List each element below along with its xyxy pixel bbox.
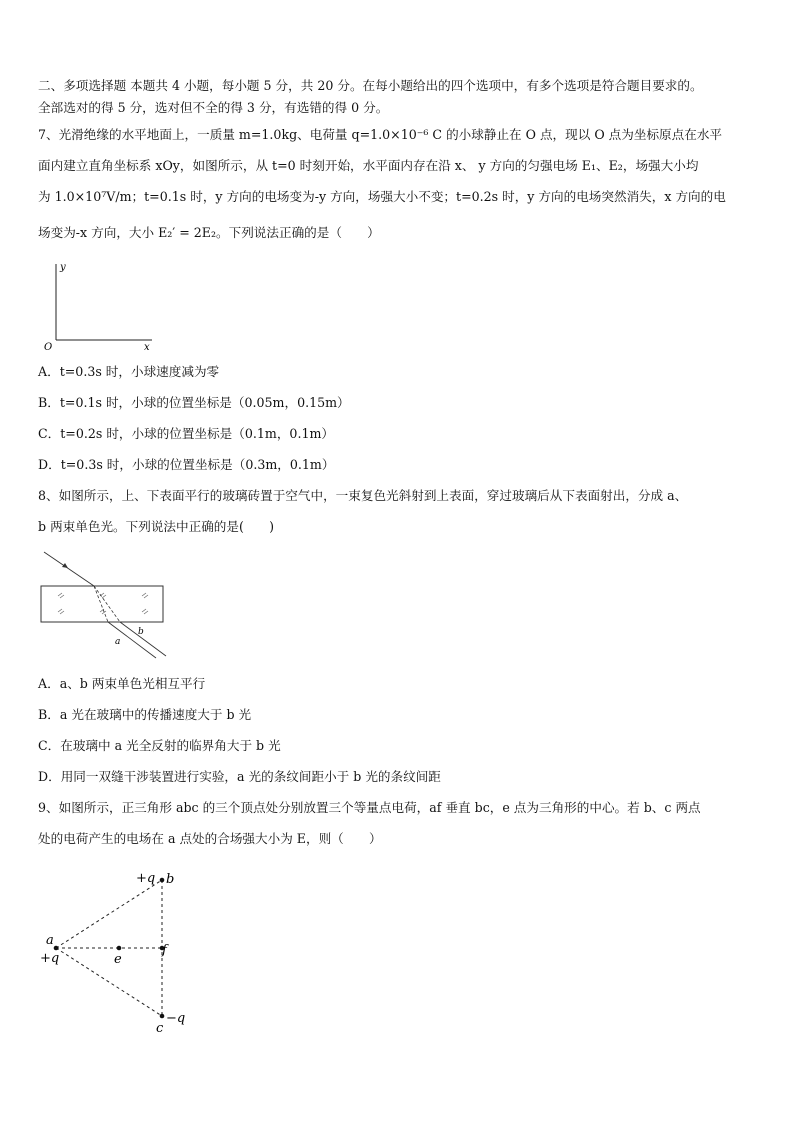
- q8-option-c: C．在玻璃中 a 光全反射的临界角大于 b 光: [38, 738, 281, 753]
- q7-y-axis-label: y: [60, 262, 66, 273]
- section-header-line-1: 二、多项选择题 本题共 4 小题，每小题 5 分，共 20 分。在每小题给出的四个选项中，有多个选项是符合题目要求的。: [38, 78, 703, 93]
- q8-ray-a-label: a: [115, 637, 121, 647]
- q8-option-a: A．a、b 两束单色光相互平行: [38, 676, 206, 691]
- q7-option-d: D．t=0.3s 时，小球的位置坐标是（0.3m，0.1m）: [38, 457, 335, 472]
- q9-stem-line-2: 处的电荷产生的电场在 a 点处的合场强大小为 E，则（ ）: [38, 831, 382, 846]
- q9-f-label: f: [162, 943, 167, 958]
- q8-glass-block-figure: [38, 546, 170, 664]
- q7-stem-line-3: 为 1.0×10⁷V/m；t=0.1s 时，y 方向的电场变为-y 方向，场强大小不变；t=0.2s 时，y 方向的电场突然消失，x 方向的电: [38, 189, 726, 204]
- q7-option-c: C．t=0.2s 时，小球的位置坐标是（0.1m，0.1m）: [38, 426, 334, 441]
- q9-b-label: b: [166, 872, 175, 887]
- q7-option-a: A．t=0.3s 时，小球速度减为零: [38, 364, 220, 379]
- q7-stem-line-1: 7、光滑绝缘的水平地面上，一质量 m=1.0kg、电荷量 q=1.0×10⁻⁶ C 的小球静止在 O 点，现以 O 点为坐标原点在水平: [38, 127, 723, 142]
- q9-c-charge: −q: [166, 1011, 186, 1026]
- q7-option-b: B．t=0.1s 时，小球的位置坐标是（0.05m，0.15m）: [38, 395, 350, 410]
- q7-stem-line-2: 面内建立直角坐标系 xOy，如图所示，从 t=0 时刻开始，水平面内存在沿 x、 y 方向的匀强电场 E₁、E₂，场强大小均: [38, 158, 699, 173]
- q9-c-label: c: [156, 1021, 164, 1034]
- q9-b-charge: +q: [136, 871, 156, 886]
- q9-e-label: e: [114, 952, 122, 967]
- q7-coordinate-figure: [40, 258, 160, 354]
- q8-option-b: B．a 光在玻璃中的传播速度大于 b 光: [38, 707, 252, 722]
- q9-triangle-figure: [34, 864, 194, 1034]
- q7-x-axis-label: x: [144, 342, 150, 353]
- q8-stem-line-2: b 两束单色光。下列说法中正确的是( ): [38, 519, 274, 534]
- q9-a-label: a: [46, 933, 54, 948]
- q8-option-d: D．用同一双缝干涉装置进行实验，a 光的条纹间距小于 b 光的条纹间距: [38, 769, 441, 784]
- q7-stem-line-4: 场变为-x 方向，大小 E₂′ = 2E₂。下列说法正确的是（ ）: [38, 225, 380, 240]
- q9-stem-line-1: 9、如图所示，正三角形 abc 的三个顶点处分别放置三个等量点电荷，af 垂直 bc，e 点为三角形的中心。若 b、c 两点: [38, 800, 701, 815]
- section-header-line-2: 全部选对的得 5 分，选对但不全的得 3 分，有选错的得 0 分。: [38, 100, 389, 115]
- q8-stem-line-1: 8、如图所示，上、下表面平行的玻璃砖置于空气中，一束复色光斜射到上表面，穿过玻璃后从下表面射出，分成 a、: [38, 488, 688, 503]
- q8-ray-b-label: b: [138, 627, 144, 637]
- q7-origin-label: O: [44, 342, 53, 353]
- q9-a-charge: +q: [40, 951, 60, 966]
